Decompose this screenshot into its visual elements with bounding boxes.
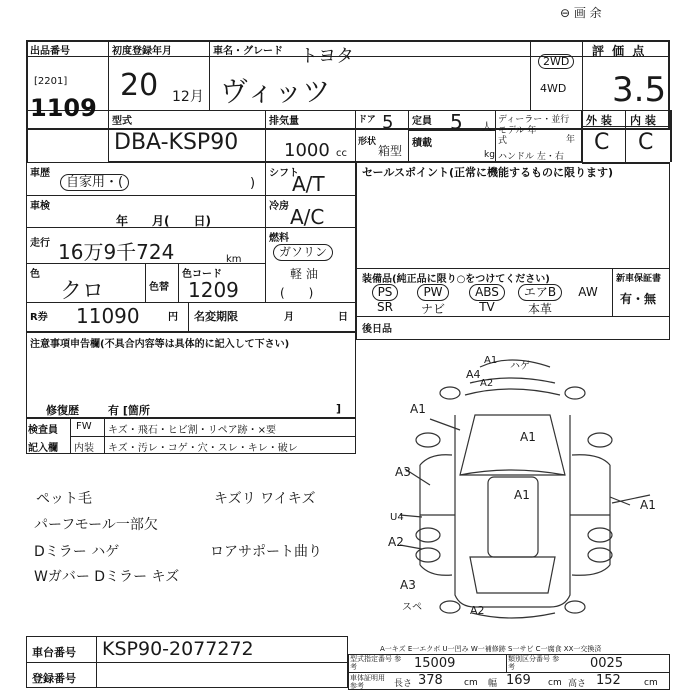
exterior-label: 外 装	[586, 114, 612, 127]
meigi-day: 日	[338, 312, 348, 323]
repair-value: 有 [箇所	[108, 404, 150, 417]
mark-a3-left: A3	[395, 465, 411, 479]
interior-row-label: 内装	[74, 443, 94, 454]
fuel-other: ( )	[280, 286, 314, 300]
reg-label: 登録番号	[32, 672, 76, 685]
shape-value: 箱型	[378, 144, 403, 158]
equip-airbag: エアB	[514, 284, 566, 301]
equip-ps: PS	[368, 284, 402, 301]
model-year-label: モデル 年式	[498, 126, 537, 146]
chassis-label: 車台番号	[32, 646, 76, 659]
chassis-value: KSP90-2077272	[102, 638, 254, 660]
displacement-label: 排気量	[269, 116, 299, 127]
height-value: 152	[596, 673, 621, 688]
history-label: 車歴	[30, 168, 50, 179]
color-label: 色	[30, 269, 40, 280]
type-value: DBA-KSP90	[114, 130, 239, 155]
equip-aw: AW	[578, 285, 598, 299]
displacement-value: 1000	[284, 140, 330, 161]
lot-number: 1109	[30, 94, 97, 122]
history-close: )	[250, 176, 256, 191]
shift-value: A/T	[292, 172, 325, 196]
mileage-label: 走行	[30, 238, 50, 249]
fuel-diesel: 軽 油	[290, 267, 318, 281]
inspector-label: 検査員	[28, 425, 58, 436]
warranty-value: 有・無	[620, 292, 657, 306]
first-reg-month: 12月	[172, 89, 204, 105]
handle-label: ハンドル 左・右	[498, 152, 564, 162]
mark-a2-left: A2	[388, 535, 404, 549]
note-3: パーフモール一部欠	[34, 517, 158, 533]
maker: トヨタ	[300, 46, 354, 67]
fw-items: キズ・飛石・ヒビ割・リペア跡・×要	[108, 425, 276, 436]
fuel-gasoline: ガソリン	[273, 244, 333, 261]
equip-leather: 本革	[527, 302, 552, 316]
after-label: 後日品	[362, 324, 392, 335]
note-4: Dミラー ハゲ	[34, 544, 120, 560]
sales-frame	[356, 162, 670, 340]
width-unit: cm	[548, 678, 562, 688]
lot-bracket: [2201]	[34, 76, 68, 87]
model-name: ヴィッツ	[220, 75, 331, 108]
height-label: 高さ	[568, 679, 587, 689]
score-value: 3.5	[612, 70, 667, 110]
score-label: 評 価 点	[592, 44, 647, 58]
type-code-label: 型式指定番号 参考	[350, 655, 402, 671]
model-year-unit: 年	[566, 135, 576, 145]
shape-label: 形状	[358, 137, 377, 147]
meigi-month: 月	[284, 312, 294, 323]
first-reg-year: 20	[120, 68, 159, 103]
length-label: 長さ	[394, 679, 413, 689]
length-value: 378	[418, 673, 443, 688]
ac-value: A/C	[290, 205, 325, 229]
color-code-value: 1209	[188, 278, 239, 302]
top-marks: ⊖ 画 余	[560, 6, 602, 20]
repair-label: 修復歴	[46, 404, 79, 417]
equipment-label: 装備品(純正品に限り○をつけてください)	[362, 274, 550, 285]
mark-a1-left: A1	[410, 402, 426, 416]
equip-navi: ナビ	[420, 302, 445, 316]
mark-u4: U4	[390, 512, 404, 523]
entry-label: 記入欄	[28, 443, 58, 454]
recycle-label: R券	[30, 312, 48, 323]
color-no-label: 色替	[149, 282, 169, 293]
mark-a1-hood: A1	[520, 430, 536, 444]
equip-abs: ABS	[464, 284, 510, 301]
lot-label: 出品番号	[30, 46, 70, 57]
cert-label: 車体証明用 参考	[350, 674, 385, 690]
drive-4wd: 4WD	[540, 82, 567, 95]
height-unit: cm	[644, 678, 658, 688]
width-label: 幅	[488, 679, 498, 689]
first-reg-label: 初度登録年月	[112, 46, 172, 57]
interior-label: 内 装	[630, 114, 656, 127]
meigi-label: 名変期限	[194, 310, 238, 323]
equip-tv: TV	[479, 300, 495, 314]
capacity-label: 定員	[412, 116, 432, 127]
mark-hage: ハゲ	[510, 361, 530, 372]
displacement-unit: cc	[336, 148, 347, 159]
mark-a1-roof: A1	[514, 488, 530, 502]
notes-label: 注意事項申告欄(不具合内容等は具体的に記入して下さい)	[30, 339, 290, 350]
mileage-unit: km	[226, 254, 242, 265]
inspection-value: 年 月( 日)	[116, 214, 211, 228]
fuel-label: 燃料	[269, 233, 289, 244]
mark-spare: スペ	[402, 602, 422, 613]
note-2: キズリ ワイキズ	[214, 491, 316, 507]
type-label: 型式	[112, 116, 132, 127]
note-1: ペット毛	[36, 491, 92, 507]
mark-a1-top: A1	[484, 355, 498, 366]
dealer-label: ディーラー・並行	[498, 115, 570, 125]
width-value: 169	[506, 673, 531, 688]
length-unit: cm	[464, 678, 478, 688]
mileage-value: 16万9千724	[58, 240, 175, 264]
fw-label: FW	[76, 421, 92, 432]
note-6: Wガバー Dミラー キズ	[34, 569, 180, 585]
equip-pw: PW	[414, 284, 452, 301]
class-label: 類別区分番号 参考	[508, 655, 560, 671]
mark-a2-rear: A2	[470, 604, 485, 617]
recycle-unit: 円	[168, 312, 178, 323]
color-value: クロ	[60, 279, 105, 304]
mark-a3-rear: A3	[400, 578, 416, 592]
sales-point-label: セールスポイント(正常に機能するものに限ります)	[362, 166, 614, 179]
equip-sr: SR	[377, 300, 393, 314]
ac-label: 冷房	[269, 201, 289, 212]
load-label: 積載	[412, 138, 432, 149]
shift-label: シフト	[269, 168, 299, 179]
exterior-grade: C	[594, 130, 610, 155]
repair-close: ]	[336, 402, 342, 415]
mark-a1-right: A1	[640, 498, 656, 512]
capacity-value: 5	[450, 110, 463, 134]
capacity-unit: 人	[482, 122, 492, 133]
interior-grade: C	[638, 130, 654, 155]
interior-items: キズ・汚レ・コゲ・穴・スレ・キレ・破レ	[108, 443, 298, 454]
door-label: ドア	[358, 115, 376, 125]
warranty-label: 新車保証書	[616, 274, 662, 284]
note-5: ロアサポート曲り	[210, 544, 322, 560]
name-label: 車名・グレード	[213, 46, 283, 57]
type-code-value: 15009	[414, 656, 456, 671]
inspection-label: 車検	[30, 201, 50, 212]
drive-2wd: 2WD	[538, 54, 574, 69]
recycle-value: 11090	[76, 304, 140, 328]
class-value: 0025	[590, 656, 624, 671]
color-code-label: 色コード	[182, 269, 222, 280]
door-value: 5	[382, 112, 394, 133]
mark-a4: A4	[466, 368, 481, 381]
history-value: 自家用・(	[60, 174, 129, 191]
diagram-legend: A一キズ E一エクボ U一凹み W一補修跡 S一サビ C一腐食 XX一交換済	[380, 645, 602, 653]
mark-a2-top: A2	[480, 378, 494, 389]
load-unit: kg	[484, 150, 495, 160]
